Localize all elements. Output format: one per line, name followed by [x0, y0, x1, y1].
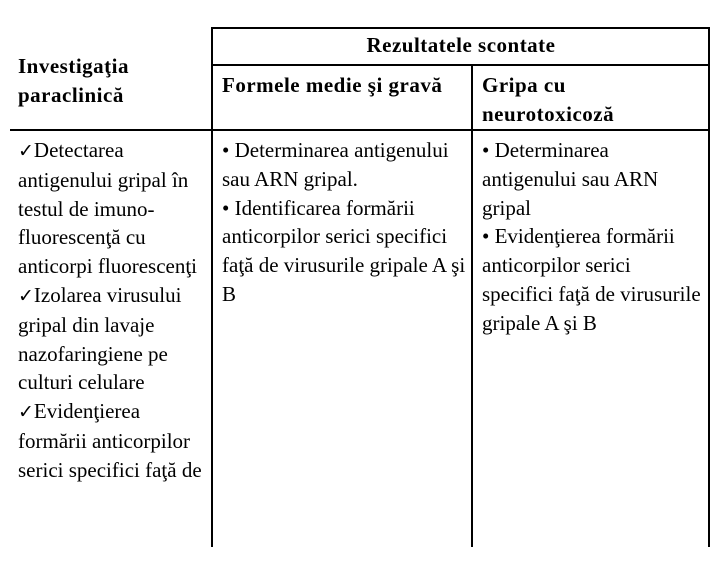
- col1-item: [18, 397, 206, 484]
- col1-item-text: Izolarea virusului gripal din lavaje nazofaringiene pe culturi celulare: [18, 282, 182, 395]
- col3-body: [482, 136, 704, 338]
- col2-body: [222, 136, 467, 309]
- col1-list: [18, 136, 206, 485]
- col2-item: [222, 194, 467, 309]
- col1-item: [18, 281, 206, 397]
- col2-item-text: Identificarea formării anticorpilor serici specifici faţă de virusurile gripale A şi B: [222, 195, 466, 306]
- bullet-icon: •: [222, 195, 230, 220]
- header-bottom-border: [10, 129, 710, 131]
- checkmark-icon: ✓: [18, 401, 34, 424]
- group-header: Rezultatele scontate: [366, 33, 556, 57]
- bullet-icon: •: [482, 224, 490, 249]
- col3-item: [482, 222, 704, 337]
- bullet-icon: •: [222, 138, 230, 162]
- col3-item-text: Determinarea antigenului sau ARN gripal: [482, 138, 659, 220]
- col2-divider: [471, 64, 473, 547]
- col3-item-text: Evidenţierea formării anticorpilor serici specifici faţă de virusurile gripale A şi B: [482, 224, 701, 335]
- col1-item-text: Detectarea antigenului gripal în testul de imuno-fluorescenţă cu anticorpi fluorescenţi: [18, 138, 198, 279]
- col1-item-text: Evidenţierea formării anticorpilor serici specifici faţă de: [18, 399, 202, 482]
- col2-list: [222, 136, 467, 309]
- col2-item: [222, 136, 467, 194]
- group-header-divider: [211, 64, 710, 66]
- col3-header: Gripa cu neurotoxicoză: [482, 73, 615, 126]
- col1-body: [18, 136, 206, 485]
- col3-list: [482, 136, 704, 338]
- results-table: [10, 27, 710, 567]
- bullet-icon: •: [482, 138, 490, 162]
- col1-divider: [211, 27, 213, 547]
- col2-header: Formele medie şi gravă: [222, 73, 443, 97]
- table-right-border: [708, 27, 710, 547]
- checkmark-icon: ✓: [18, 284, 34, 307]
- col1-item: [18, 136, 206, 281]
- col2-item-text: Determinarea antigenului sau ARN gripal.: [222, 138, 449, 191]
- col1-header: Investigaţia paraclinică: [18, 54, 129, 107]
- checkmark-icon: ✓: [18, 140, 34, 162]
- table-top-border: [211, 27, 710, 29]
- col3-item: [482, 136, 704, 222]
